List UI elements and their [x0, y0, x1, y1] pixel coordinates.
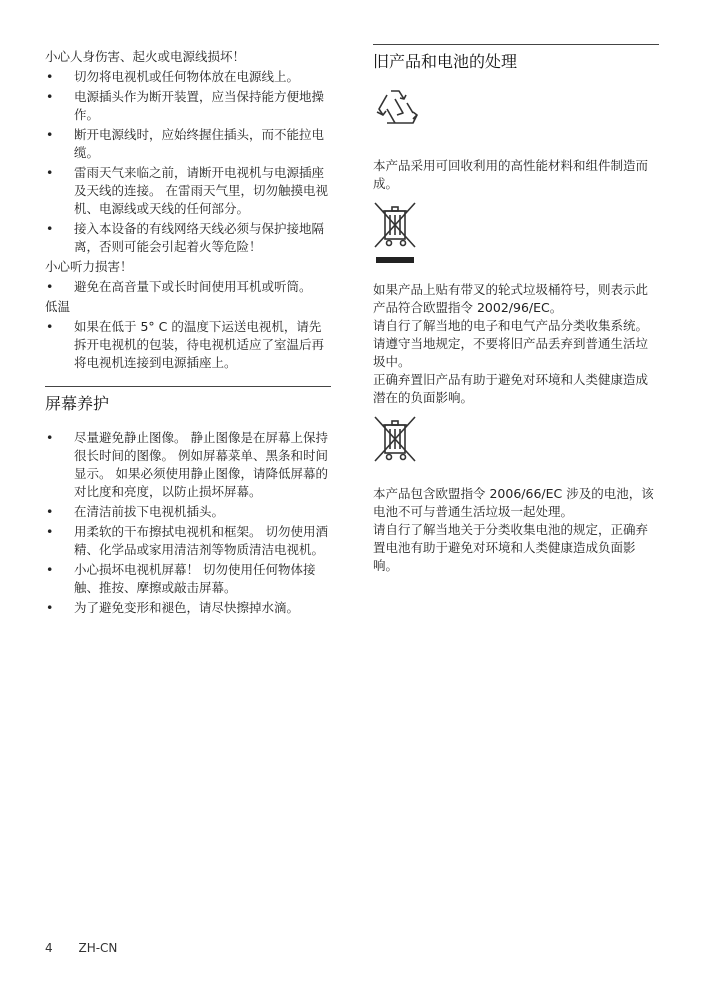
battery-text-1: 本产品包含欧盟指令 2006/66/EC 涉及的电池，该电池不可与普通生活垃圾一起处理。 — [373, 486, 654, 519]
disposal-text-4: 请遵守当地规定，不要将旧产品丢弃到普通生活垃圾中。 — [373, 336, 649, 369]
list-item: • 雷雨天气来临之前，请断开电视机与电源插座及天线的连接。 在雷雨天气里，切勿触摸电视机、电源线或天线的任何部分。 — [46, 165, 328, 216]
warning-low-temp-list — [45, 318, 331, 372]
warning-low-temp: 低温 — [45, 299, 71, 314]
list-item: • 断开电源线时，应始终握住插头，而不能拉电缆。 — [46, 127, 325, 160]
disposal-text-2: 如果产品上贴有带叉的轮式垃圾桶符号，则表示此产品符合欧盟指令 2002/96/EC。 — [373, 282, 649, 315]
disposal-title: 旧产品和电池的处理 — [373, 52, 518, 71]
right-column — [373, 44, 659, 575]
screen-care-list — [45, 429, 331, 617]
list-item: • 接入本设备的有线网络天线必须与保护接地隔离，否则可能会引起着火等危险！ — [46, 221, 325, 254]
warning-fire-list — [45, 68, 331, 256]
list-item: • 用柔软的干布擦拭电视机和框架。 切勿使用酒精、化学品或家用清洁剂等物质清洁电视机。 — [46, 524, 328, 557]
disposal-text-3: 请自行了解当地的电子和电气产品分类收集系统。 — [373, 318, 649, 333]
list-item: • 在清洁前拔下电视机插头。 — [46, 504, 225, 519]
list-item: • 如果在低于 5° C 的温度下运送电视机，请先拆开电视机的包装，待电视机适应了室温后再将电视机连接到电源插座上。 — [46, 319, 325, 370]
disposal-section — [373, 44, 659, 575]
page-footer — [45, 941, 139, 955]
list-item: • 为了避免变形和褪色，请尽快擦掉水滴。 — [46, 600, 300, 615]
battery-text-2: 请自行了解当地关于分类收集电池的规定，正确弃置电池有助于避免对环境和人类健康造成负面影响。 — [373, 522, 649, 573]
screen-care-title: 屏幕养护 — [45, 394, 110, 413]
disposal-text-5: 正确弃置旧产品有助于避免对环境和人类健康造成潜在的负面影响。 — [373, 372, 649, 405]
crossed-bin-bar-icon — [373, 201, 419, 265]
list-item: • 避免在高音量下或长时间使用耳机或听筒。 — [46, 279, 312, 294]
list-item: • 切勿将电视机或任何物体放在电源线上。 — [46, 69, 300, 84]
left-column — [45, 48, 331, 619]
crossed-bin-icon — [373, 415, 419, 465]
page-number: 4 — [45, 941, 53, 955]
language-code: ZH-CN — [78, 941, 118, 955]
list-item: • 电源插头作为断开装置，应当保持能方便地操作。 — [46, 89, 325, 122]
warning-hearing: 小心听力损害！ — [45, 259, 133, 274]
list-item: • 尽量避免静止图像。 静止图像是在屏幕上保持很长时间的图像。 例如屏幕菜单、黑条和时间显示。 如果必须使用静止图像，请降低屏幕的对比度和亮度，以防止损坏屏幕。 — [46, 430, 328, 499]
disposal-text-1: 本产品采用可回收利用的高性能材料和组件制造而成。 — [373, 158, 649, 191]
recycle-icon — [373, 85, 423, 131]
warning-hearing-list — [45, 278, 331, 296]
list-item: • 小心损坏电视机屏幕！ 切勿使用任何物体接触、推按、摩擦或敲击屏幕。 — [46, 562, 316, 595]
warning-fire: 小心人身伤害、起火或电源线损坏！ — [45, 49, 246, 64]
screen-care-section — [45, 386, 331, 617]
